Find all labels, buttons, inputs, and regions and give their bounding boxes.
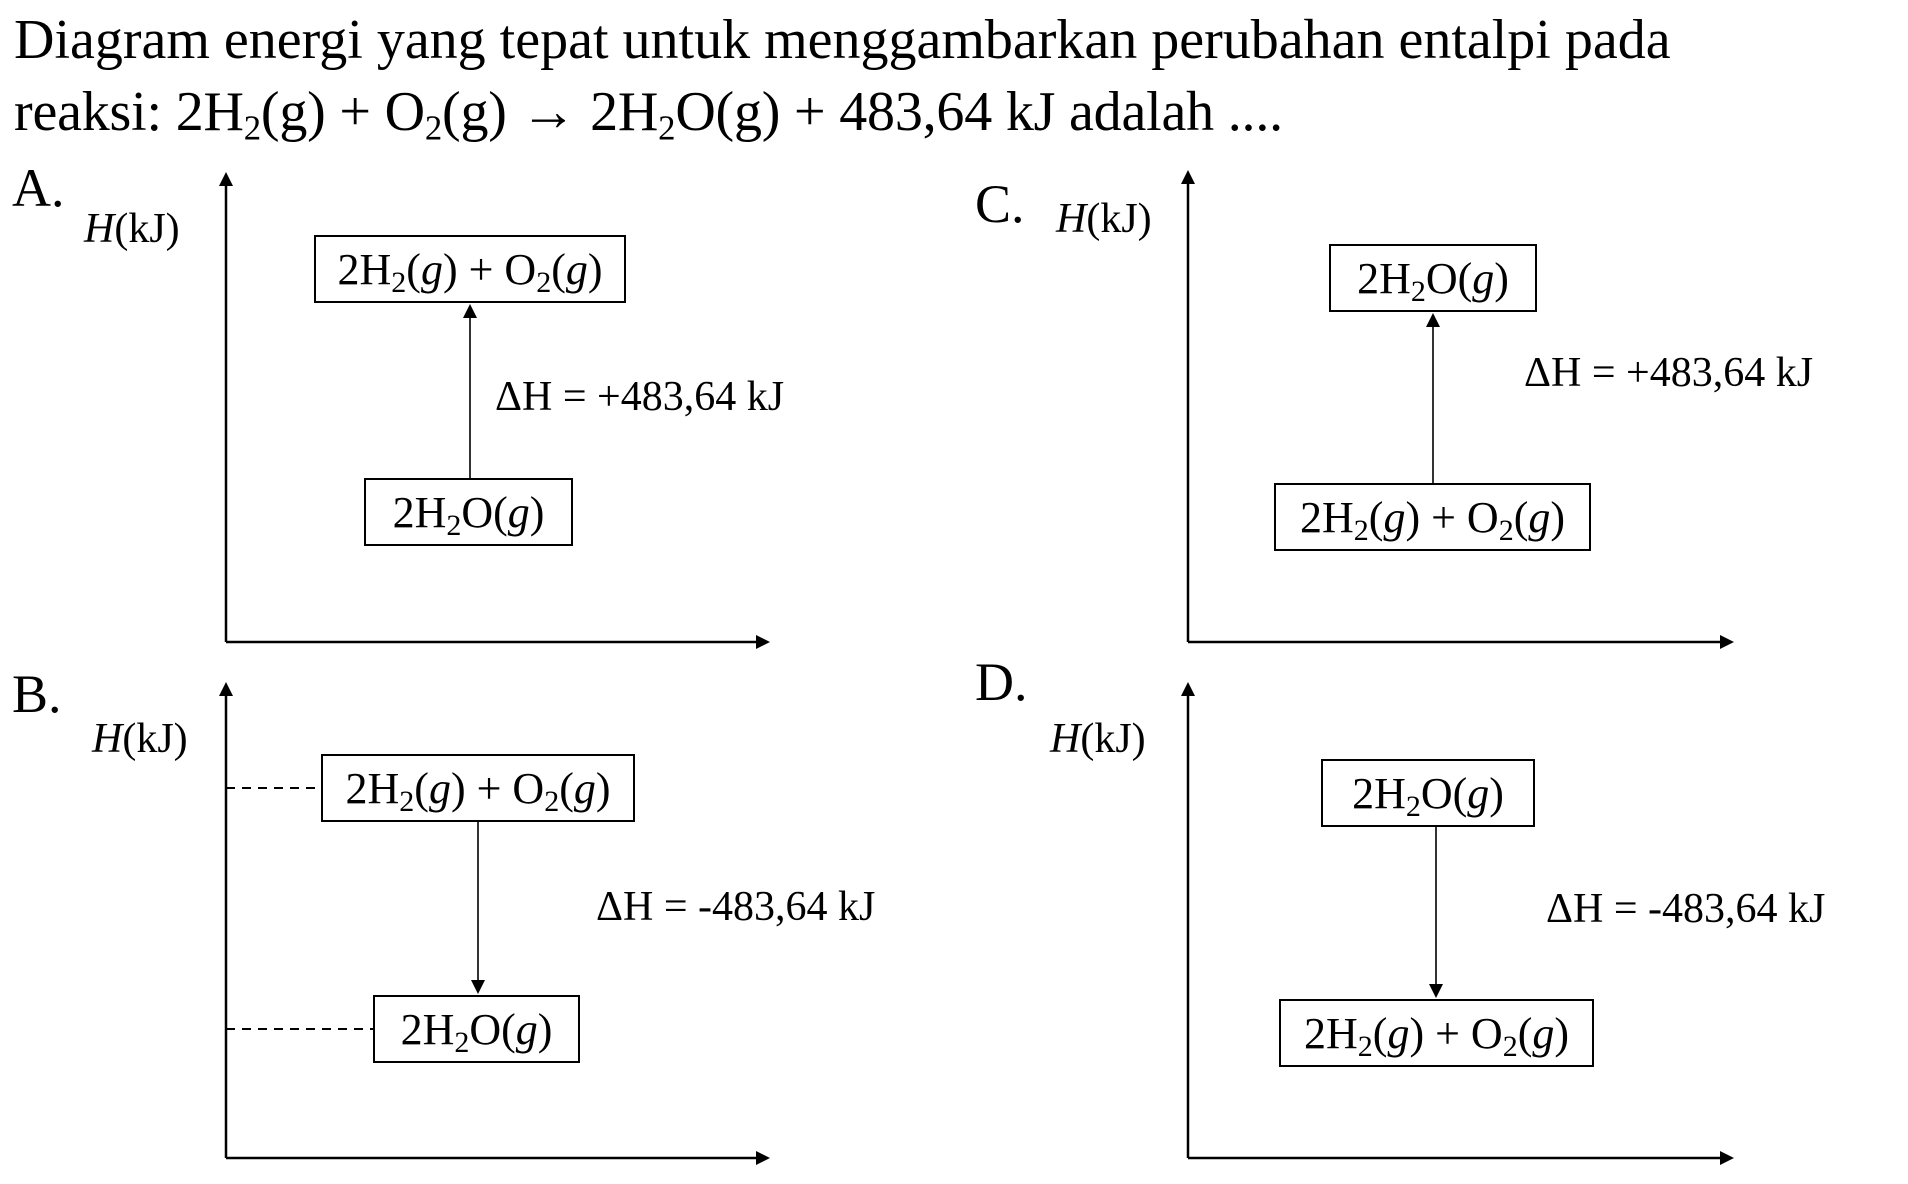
x-axis-arrowhead bbox=[1720, 635, 1734, 649]
option-letter: A. bbox=[12, 158, 65, 218]
axis-label bbox=[91, 716, 188, 762]
species-part: 2H bbox=[1300, 493, 1354, 542]
axis-label-unit: (kJ) bbox=[1080, 716, 1146, 762]
species-part: ) + O bbox=[450, 764, 545, 813]
species-part: O( bbox=[469, 1005, 516, 1054]
species-part: ( bbox=[1372, 1009, 1388, 1058]
delta-h-arrowhead bbox=[471, 980, 485, 994]
species-part: ( bbox=[1517, 1009, 1533, 1058]
axis-label-symbol: H bbox=[1056, 196, 1087, 242]
species-part: 2 bbox=[446, 509, 462, 542]
bottom-level-label bbox=[1300, 493, 1565, 547]
species-part: 2 bbox=[1357, 1030, 1373, 1063]
delta-h-arrowhead bbox=[1429, 984, 1443, 998]
y-axis-arrowhead bbox=[219, 682, 233, 696]
axis-label-symbol: H bbox=[92, 716, 123, 762]
species-part: 2H bbox=[1304, 1009, 1358, 1058]
species-part: ) + O bbox=[1405, 493, 1499, 542]
species-part: 2 bbox=[391, 266, 407, 299]
option-letter: B. bbox=[12, 664, 62, 724]
top-level-label bbox=[338, 245, 603, 299]
species-part: ( bbox=[559, 764, 574, 813]
species-part: 2H bbox=[337, 245, 392, 294]
option-letter: D. bbox=[975, 652, 1028, 712]
y-axis-arrowhead bbox=[1181, 682, 1195, 696]
species-part: 2 bbox=[1405, 790, 1421, 823]
species-part: 2H bbox=[345, 764, 400, 813]
species-part: 2 bbox=[454, 1026, 470, 1059]
species-part: 2 bbox=[1353, 514, 1369, 547]
species-part: g bbox=[515, 1005, 538, 1054]
species-part: g bbox=[1467, 769, 1490, 818]
axis-label-unit: (kJ) bbox=[1086, 196, 1152, 242]
axis-label-unit: (kJ) bbox=[122, 716, 188, 762]
species-part: g bbox=[1383, 493, 1406, 542]
species-part: g bbox=[565, 245, 588, 294]
species-part: g bbox=[1528, 493, 1551, 542]
species-part: ) bbox=[1554, 1009, 1569, 1058]
bottom-level-label bbox=[401, 1005, 553, 1059]
species-part: ) bbox=[529, 488, 545, 537]
species-part: ) bbox=[1550, 493, 1565, 542]
x-axis-arrowhead bbox=[756, 635, 770, 649]
bottom-level-label bbox=[1304, 1009, 1569, 1063]
species-part: ) + O bbox=[1409, 1009, 1503, 1058]
option-d[interactable] bbox=[975, 652, 1825, 1165]
species-part: ( bbox=[1368, 493, 1384, 542]
species-part: O( bbox=[1420, 769, 1468, 818]
species-part: 2H bbox=[392, 488, 447, 537]
species-part: g bbox=[573, 764, 596, 813]
species-part: 2H bbox=[400, 1005, 455, 1054]
species-part: ( bbox=[406, 245, 421, 294]
species-part: 2H bbox=[1352, 769, 1406, 818]
axis-label-unit: (kJ) bbox=[114, 206, 180, 252]
species-part: g bbox=[420, 245, 443, 294]
species-part: g bbox=[1532, 1009, 1555, 1058]
question-line-1: Diagram energi yang tepat untuk menggambarkan perubahan entalpi pada bbox=[14, 9, 1671, 71]
question-line-2: reaksi: $2H_2(g) + O_2(g) \to 2H_2O(g) + 483,64$ kJ adalah .... bbox=[14, 81, 1283, 148]
species-part: 2 bbox=[1410, 275, 1426, 308]
axis-label bbox=[83, 206, 180, 252]
y-axis-arrowhead bbox=[219, 172, 233, 186]
delta-h-arrowhead bbox=[463, 304, 477, 318]
axis-label-symbol: H bbox=[84, 206, 115, 252]
species-part: ( bbox=[551, 245, 566, 294]
x-axis-arrowhead bbox=[756, 1151, 770, 1165]
option-b[interactable] bbox=[12, 664, 875, 1165]
species-part: ) bbox=[1489, 769, 1504, 818]
delta-h-label: ΔH = +483,64 kJ bbox=[1524, 350, 1814, 396]
delta-h-label: ΔH = +483,64 kJ bbox=[495, 374, 785, 420]
species-part: g bbox=[1387, 1009, 1410, 1058]
species-part: ) + O bbox=[442, 245, 537, 294]
top-level-label bbox=[1357, 254, 1509, 308]
delta-h-arrowhead bbox=[1426, 313, 1440, 327]
species-part: ) bbox=[537, 1005, 553, 1054]
option-c[interactable] bbox=[975, 170, 1813, 649]
species-part: 2 bbox=[399, 785, 415, 818]
species-part: g bbox=[428, 764, 451, 813]
top-level-label bbox=[346, 764, 611, 818]
delta-h-label: ΔH = -483,64 kJ bbox=[596, 884, 876, 930]
option-letter: C. bbox=[975, 174, 1025, 234]
species-part: 2 bbox=[544, 785, 560, 818]
axis-label-symbol: H bbox=[1050, 716, 1081, 762]
species-part: ) bbox=[1494, 254, 1509, 303]
axis-label bbox=[1055, 196, 1152, 242]
species-part: 2 bbox=[536, 266, 552, 299]
option-a[interactable] bbox=[12, 158, 784, 649]
species-part: g bbox=[507, 488, 530, 537]
species-part: 2 bbox=[1502, 1030, 1518, 1063]
species-part: ) bbox=[587, 245, 603, 294]
species-part: ( bbox=[414, 764, 429, 813]
species-part: g bbox=[1472, 254, 1495, 303]
axis-label bbox=[1049, 716, 1146, 762]
species-part: 2 bbox=[1498, 514, 1514, 547]
species-part: O( bbox=[461, 488, 508, 537]
y-axis-arrowhead bbox=[1181, 170, 1195, 184]
delta-h-label: ΔH = -483,64 kJ bbox=[1546, 886, 1826, 932]
bottom-level-label bbox=[393, 488, 545, 542]
species-part: ( bbox=[1513, 493, 1529, 542]
species-part: O( bbox=[1425, 254, 1473, 303]
top-level-label bbox=[1352, 769, 1504, 823]
species-part: ) bbox=[595, 764, 611, 813]
x-axis-arrowhead bbox=[1720, 1151, 1734, 1165]
species-part: 2H bbox=[1357, 254, 1411, 303]
